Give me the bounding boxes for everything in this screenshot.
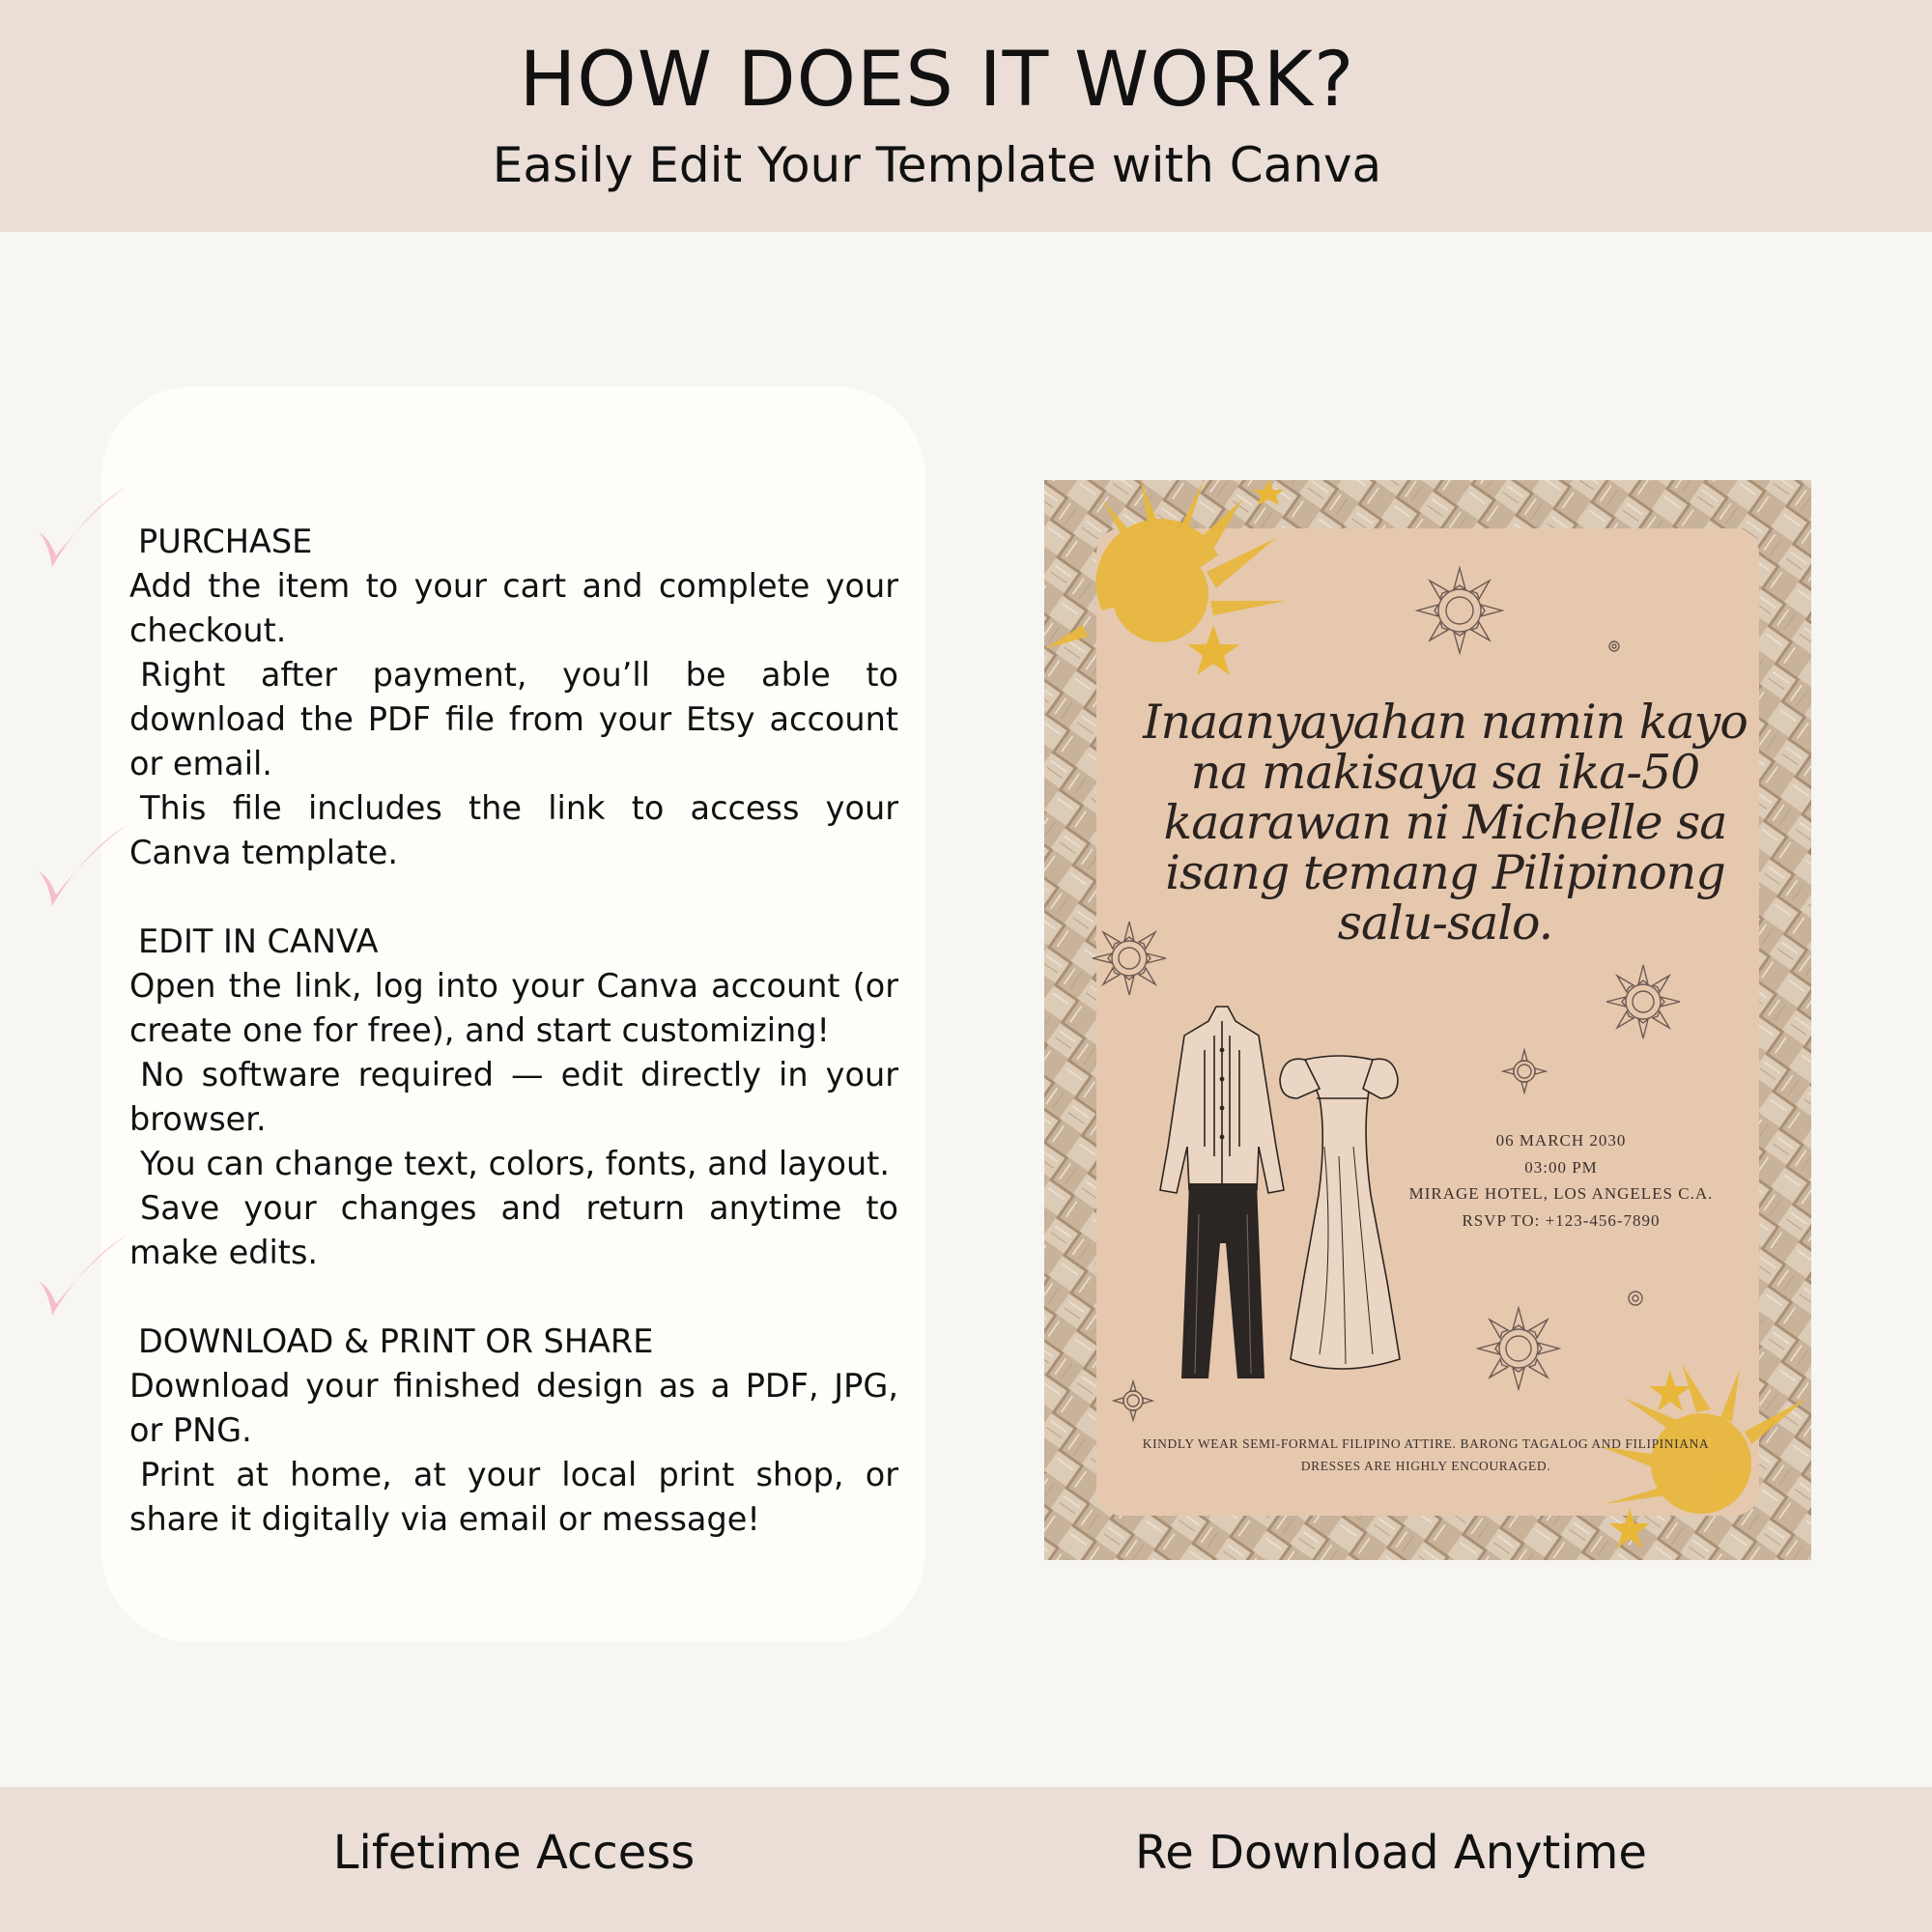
invitation-script-text: Inaanyayahan namin kayo na makisaya sa ika-50 kaarawan ni Michelle sa isang temang Pilipinong salu-salo. bbox=[1143, 695, 1747, 951]
step-line: Download your finished design as a PDF, JPG, or PNG. bbox=[129, 1367, 898, 1449]
page-title: HOW DOES IT WORK? bbox=[519, 37, 1355, 124]
dress-code-note: KINDLY WEAR SEMI-FORMAL FILIPINO ATTIRE. BARONG TAGALOG AND FILIPINIANA DRESSES ARE HIGHLY ENCOURAGED. bbox=[1142, 1436, 1710, 1473]
step-purchase bbox=[129, 520, 898, 875]
step-line: Print at home, at your local print shop, or share it digitally via email or message! bbox=[129, 1456, 898, 1538]
check-icon bbox=[31, 1227, 132, 1323]
perk-lifetime-access: Lifetime Access bbox=[332, 1826, 696, 1880]
check-icon bbox=[31, 817, 132, 914]
perk-redownload: Re Download Anytime bbox=[1135, 1826, 1647, 1880]
step-heading: EDIT IN CANVA bbox=[138, 923, 379, 960]
event-time: 03:00 PM bbox=[1524, 1157, 1598, 1177]
step-line: No software required — edit directly in your browser. bbox=[129, 1056, 898, 1138]
event-venue: MIRAGE HOTEL, LOS ANGELES C.A. bbox=[1408, 1184, 1714, 1203]
step-download bbox=[129, 1320, 898, 1542]
step-edit-in-canva bbox=[129, 920, 898, 1275]
event-date: 06 MARCH 2030 bbox=[1495, 1131, 1627, 1150]
check-icon bbox=[31, 478, 132, 575]
step-line: Save your changes and return anytime to make edits. bbox=[129, 1189, 898, 1271]
step-line: Right after payment, you’ll be able to download the PDF file from your Etsy account or email. bbox=[129, 656, 898, 782]
invitation-preview bbox=[1044, 480, 1811, 1560]
invitation-artwork bbox=[1044, 480, 1811, 1560]
page-subtitle: Easily Edit Your Template with Canva bbox=[492, 137, 1382, 193]
step-line: Open the link, log into your Canva account (or create one for free), and start customizing! bbox=[129, 967, 898, 1049]
invitation-details bbox=[1402, 1127, 1720, 1234]
step-line: Add the item to your cart and complete your checkout. bbox=[129, 567, 898, 649]
event-rsvp: RSVP TO: +123-456-7890 bbox=[1462, 1210, 1661, 1230]
step-line: You can change text, colors, fonts, and layout. bbox=[140, 1145, 891, 1182]
step-heading: PURCHASE bbox=[138, 523, 313, 560]
steps-list bbox=[129, 520, 898, 1586]
step-line: This file includes the link to access your Canva template. bbox=[129, 789, 898, 871]
step-heading: DOWNLOAD & PRINT OR SHARE bbox=[138, 1322, 654, 1360]
